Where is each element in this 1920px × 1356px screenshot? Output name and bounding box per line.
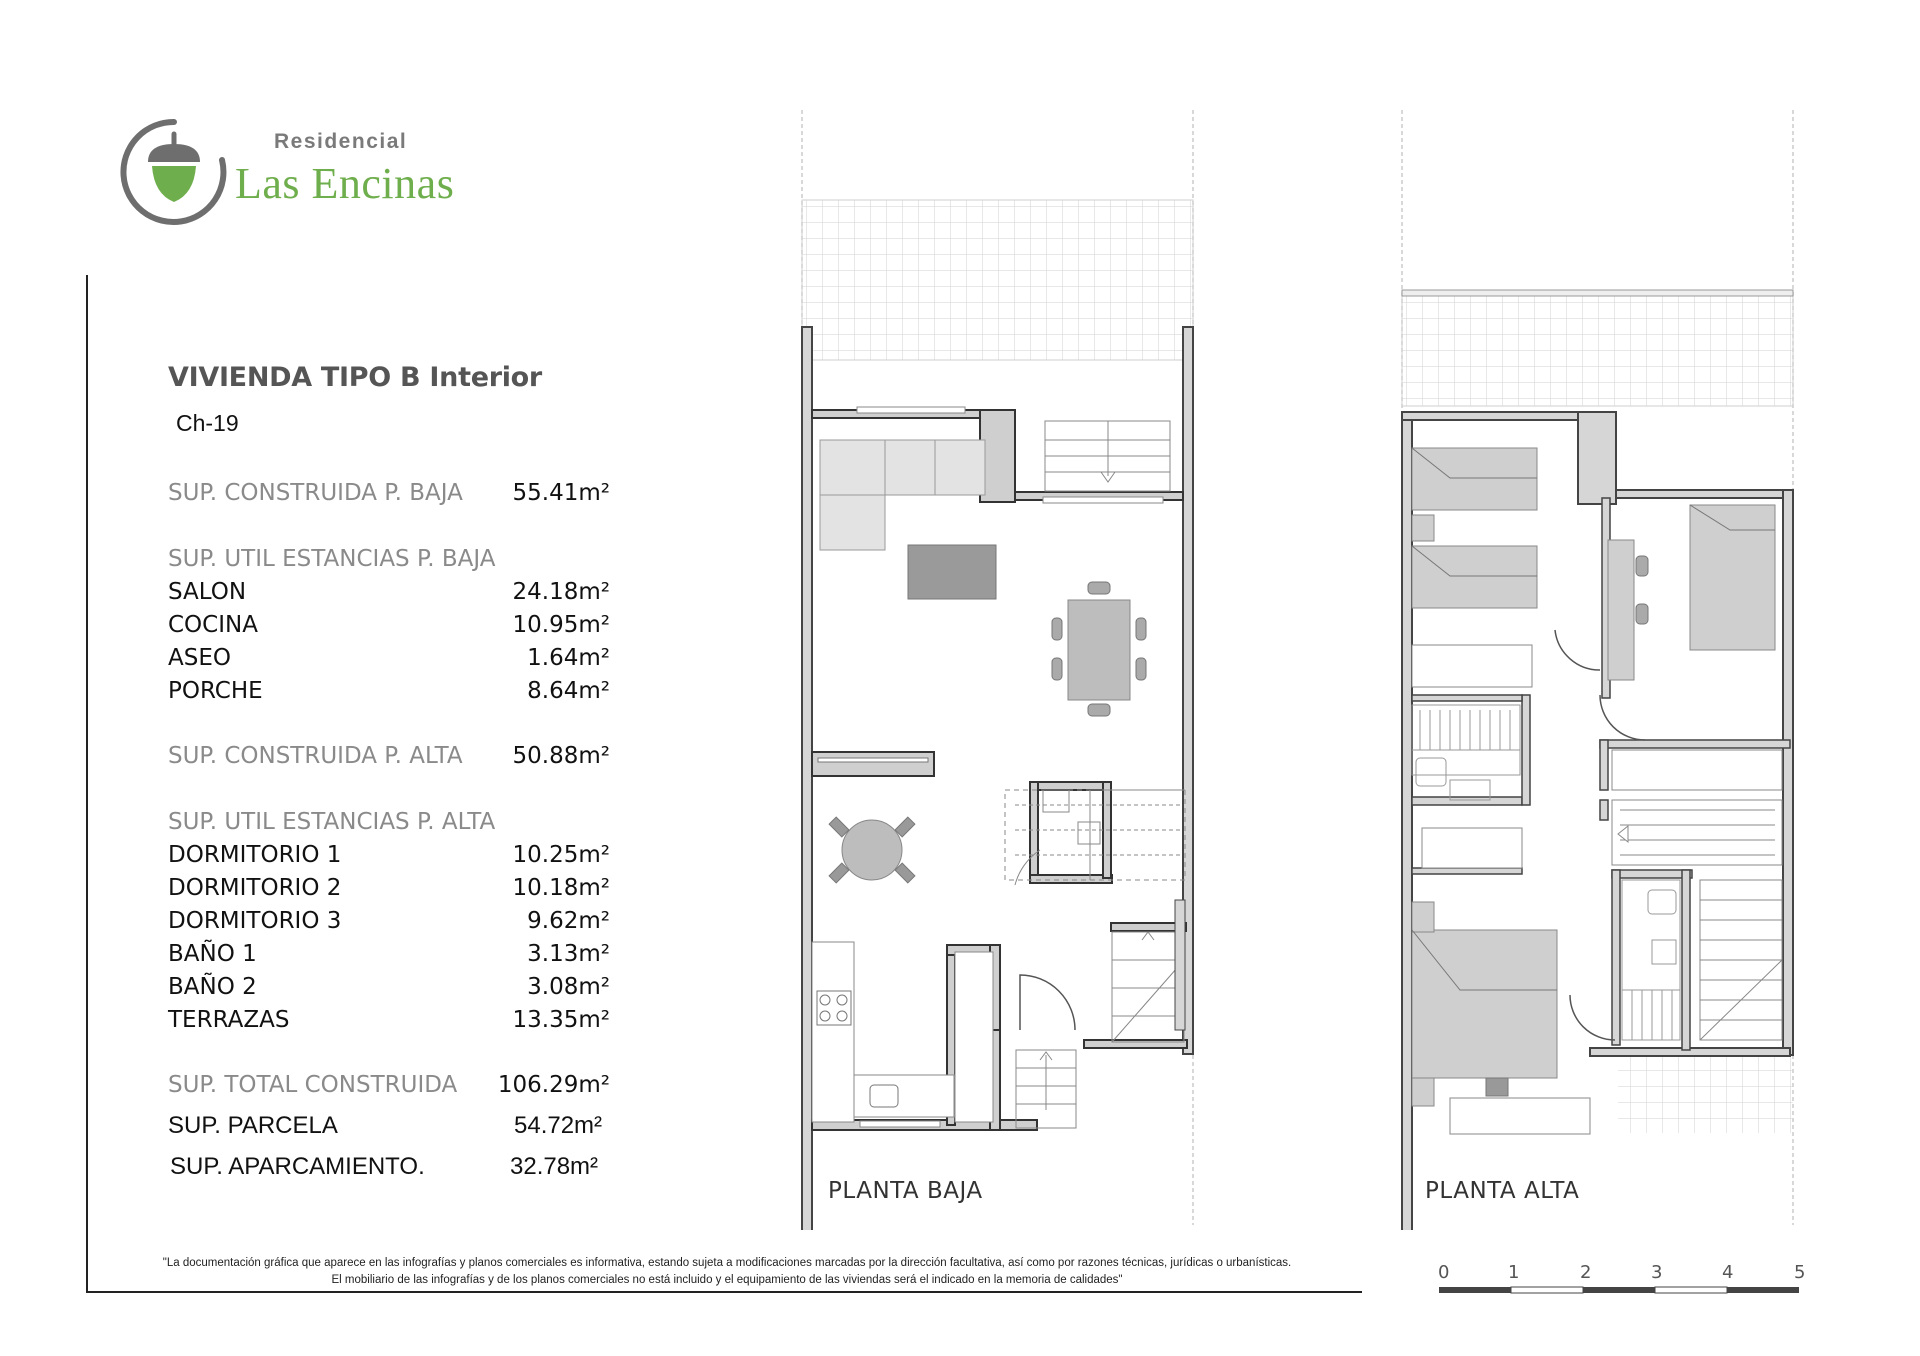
- sup-parcela-label: SUP. PARCELA: [168, 1112, 338, 1139]
- upper-floor-plan: [1390, 110, 1810, 1230]
- acorn-logo-icon: [118, 116, 230, 228]
- scale-bar: [1438, 1262, 1806, 1302]
- disclaimer: [96, 1255, 1358, 1289]
- scale-tick-label: 0: [1438, 1262, 1450, 1283]
- garden-grid: [802, 200, 1193, 360]
- scale-tick-label: 3: [1651, 1262, 1663, 1283]
- sup-construida-alta-label: SUP. CONSTRUIDA P. ALTA: [168, 743, 463, 769]
- scale-bar-graphic: [1438, 1286, 1800, 1296]
- area-row-label: PORCHE: [168, 678, 263, 704]
- util-alta-title: SUP. UTIL ESTANCIAS P. ALTA: [168, 809, 496, 835]
- sup-construida-baja-value: 55.41m²: [512, 480, 610, 506]
- area-row-label: TERRAZAS: [168, 1007, 290, 1033]
- area-row-label: DORMITORIO 3: [168, 908, 342, 934]
- area-row-value: 10.95m²: [512, 612, 610, 638]
- area-row-label: COCINA: [168, 612, 258, 638]
- frame-bottom-line: [86, 1291, 1362, 1293]
- scale-tick-label: 5: [1794, 1262, 1806, 1283]
- sup-aparcamiento-label: SUP. APARCAMIENTO.: [170, 1153, 425, 1180]
- sup-construida-baja-label: SUP. CONSTRUIDA P. BAJA: [168, 480, 463, 506]
- scale-tick-label: 1: [1508, 1262, 1520, 1283]
- disclaimer-line-1: "La documentación gráfica que aparece en las infografías y planos comerciales es informativa, estando sujeta a modificaciones marcadas por la dirección facultativa, así como por razones técnicas, jurídicas o urbanísticas.: [162, 1257, 1292, 1269]
- ground-floor-label: PLANTA BAJA: [828, 1178, 983, 1204]
- area-row-label: DORMITORIO 2: [168, 875, 342, 901]
- disclaimer-line-2: El mobiliario de las infografías y de los planos comerciales no está incluido y el equipamiento de las viviendas será el indicado en la memoria de calidades": [331, 1274, 1123, 1286]
- area-row-label: BAÑO 1: [168, 941, 257, 967]
- area-row-value: 3.13m²: [527, 941, 610, 967]
- sup-total-value: 106.29m²: [497, 1072, 610, 1098]
- upper-floor-label: PLANTA ALTA: [1425, 1178, 1580, 1204]
- area-row-value: 1.64m²: [527, 645, 610, 671]
- brand-name-small: Residencial: [274, 130, 408, 153]
- area-row-value: 3.08m²: [527, 974, 610, 1000]
- frame-left-line: [86, 275, 88, 1293]
- sup-construida-alta-value: 50.88m²: [512, 743, 610, 769]
- page-title: VIVIENDA TIPO B Interior: [168, 362, 542, 393]
- area-row-label: BAÑO 2: [168, 974, 257, 1000]
- brand-name: Las Encinas: [235, 159, 455, 208]
- area-row-label: DORMITORIO 1: [168, 842, 342, 868]
- round-table: [829, 817, 915, 883]
- ground-floor-plan: [790, 110, 1210, 1230]
- dining-table: [1052, 582, 1146, 716]
- area-row-label: ASEO: [168, 645, 231, 671]
- area-row-value: 9.62m²: [527, 908, 610, 934]
- util-baja-title: SUP. UTIL ESTANCIAS P. BAJA: [168, 546, 496, 572]
- area-row-value: 13.35m²: [512, 1007, 610, 1033]
- sup-total-label: SUP. TOTAL CONSTRUIDA: [168, 1072, 458, 1098]
- area-row-label: SALON: [168, 579, 247, 605]
- scale-tick-label: 4: [1722, 1262, 1734, 1283]
- sup-parcela-value: 54.72m²: [514, 1112, 603, 1139]
- sup-aparcamiento-value: 32.78m²: [510, 1153, 599, 1180]
- tv-unit: [908, 545, 996, 599]
- scale-tick-label: 2: [1580, 1262, 1592, 1283]
- area-row-value: 10.18m²: [512, 875, 610, 901]
- area-row-value: 10.25m²: [512, 842, 610, 868]
- area-row-value: 24.18m²: [512, 579, 610, 605]
- unit-code: Ch-19: [176, 410, 239, 436]
- brand-logo: [118, 116, 230, 228]
- area-row-value: 8.64m²: [527, 678, 610, 704]
